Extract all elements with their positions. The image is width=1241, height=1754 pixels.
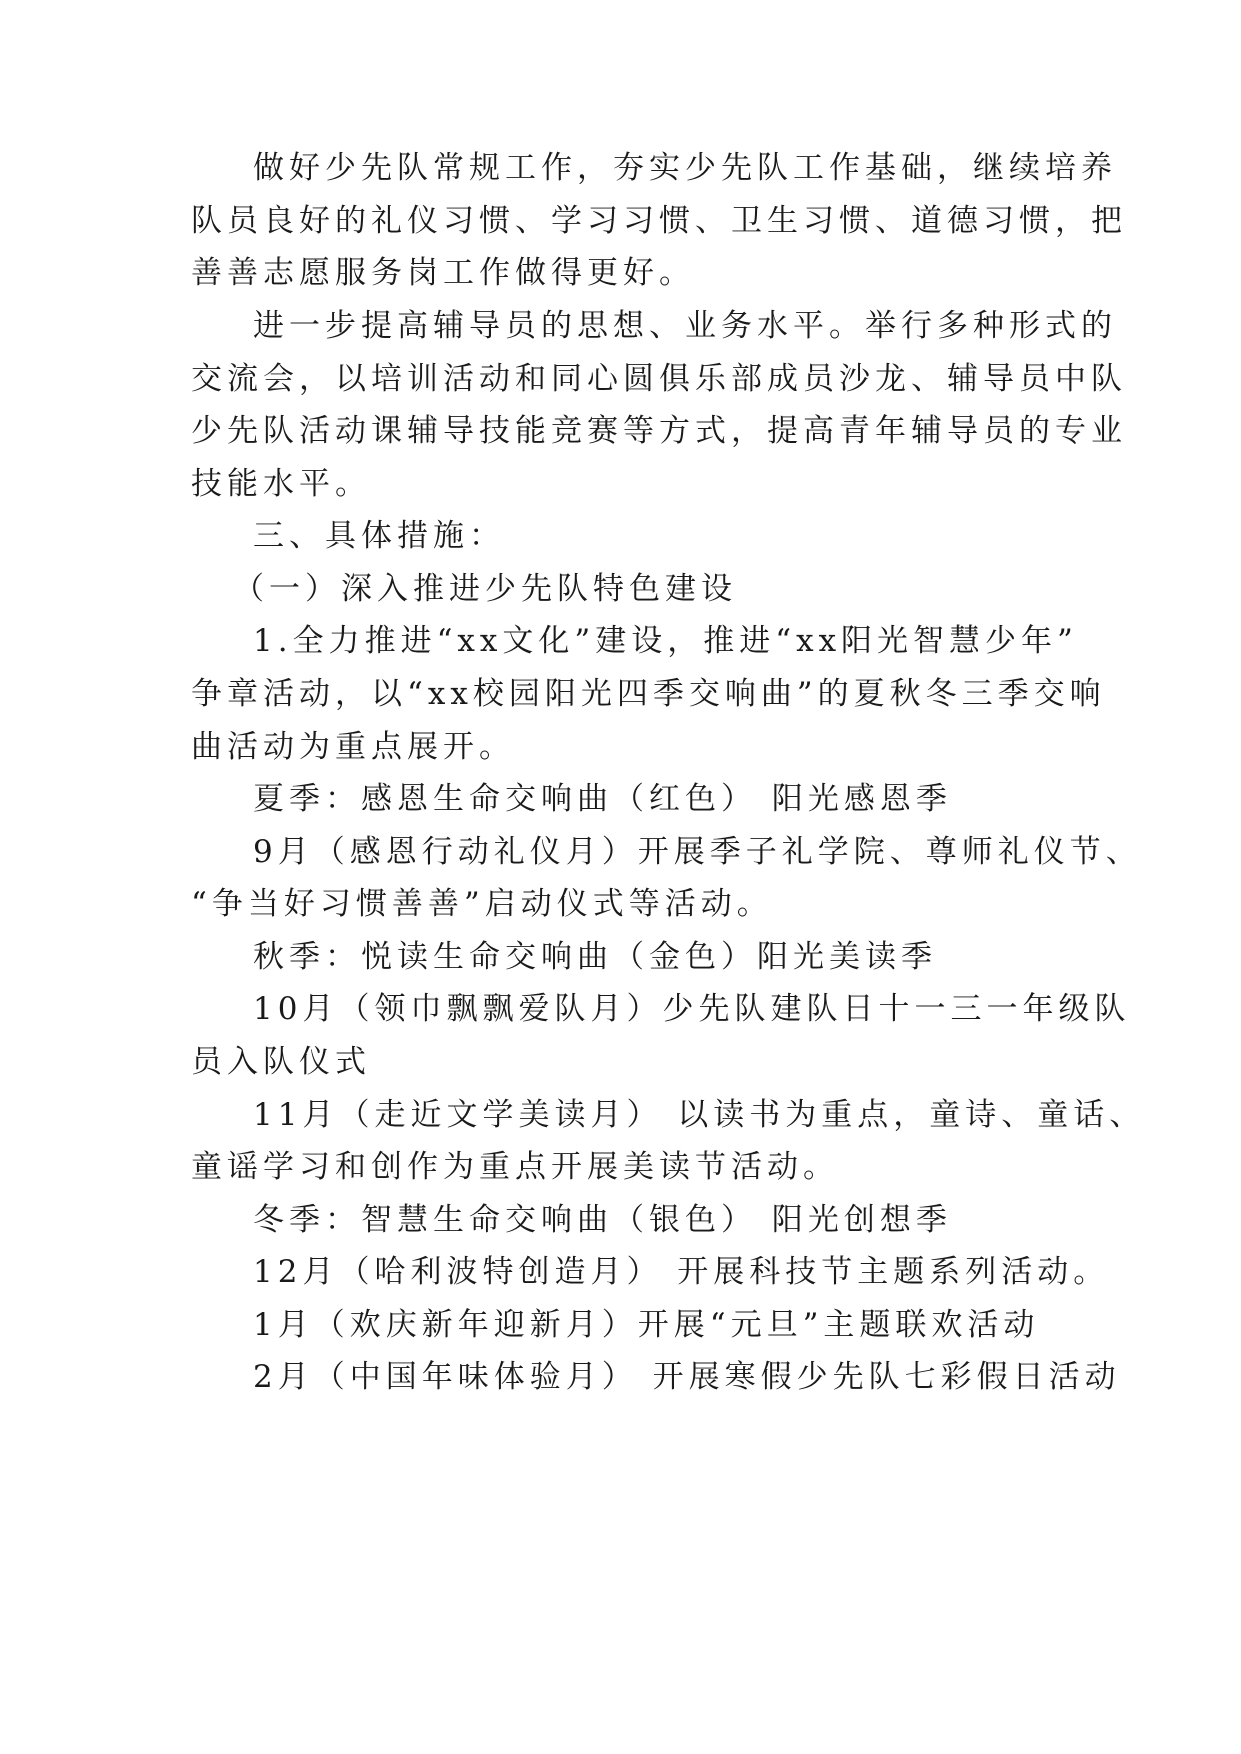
paragraph-line: 1.全力推进“xx文化”建设，推进“xx阳光智慧少年” <box>253 623 1078 659</box>
paragraph-line: 11月（走近文学美读月） 以读书为重点，童诗、童话、 <box>253 1097 1146 1133</box>
section-heading: 三、具体措施： <box>253 518 505 554</box>
paragraph-line: 做好少先队常规工作，夯实少先队工作基础，继续培养 <box>253 150 1117 186</box>
paragraph-line: 员入队仪式 <box>191 1044 371 1080</box>
paragraph-line: 争章活动，以“xx校园阳光四季交响曲”的夏秋冬三季交响 <box>191 676 1106 712</box>
paragraph-line: 2月（中国年味体验月） 开展寒假少先队七彩假日活动 <box>253 1359 1121 1395</box>
paragraph-line: 善善志愿服务岗工作做得更好。 <box>191 255 695 291</box>
paragraph-line: 12月（哈利波特创造月） 开展科技节主题系列活动。 <box>253 1254 1110 1290</box>
subsection-heading: （一）深入推进少先队特色建设 <box>233 571 737 607</box>
season-heading: 夏季：感恩生命交响曲（红色） 阳光感恩季 <box>253 781 952 817</box>
paragraph-line: 曲活动为重点展开。 <box>191 729 515 765</box>
paragraph-line: 9月（感恩行动礼仪月）开展季子礼学院、尊师礼仪节、 <box>253 834 1142 870</box>
paragraph-line: 技能水平。 <box>191 466 371 502</box>
paragraph-line: 交流会，以培训活动和同心圆俱乐部成员沙龙、辅导员中队 <box>191 361 1127 397</box>
paragraph-line: 10月（领巾飘飘爱队月）少先队建队日十一三一年级队 <box>253 991 1131 1027</box>
season-heading: 冬季：智慧生命交响曲（银色） 阳光创想季 <box>253 1202 952 1238</box>
paragraph-line: 童谣学习和创作为重点开展美读节活动。 <box>191 1149 839 1185</box>
season-heading: 秋季：悦读生命交响曲（金色）阳光美读季 <box>253 939 937 975</box>
paragraph-line: 1月（欢庆新年迎新月）开展“元旦”主题联欢活动 <box>253 1307 1040 1343</box>
paragraph-line: 队员良好的礼仪习惯、学习习惯、卫生习惯、道德习惯，把 <box>191 203 1127 239</box>
paragraph-line: “争当好习惯善善”启动仪式等活动。 <box>191 886 773 922</box>
paragraph-line: 少先队活动课辅导技能竞赛等方式，提高青年辅导员的专业 <box>191 413 1127 449</box>
paragraph-line: 进一步提高辅导员的思想、业务水平。举行多种形式的 <box>253 308 1117 344</box>
